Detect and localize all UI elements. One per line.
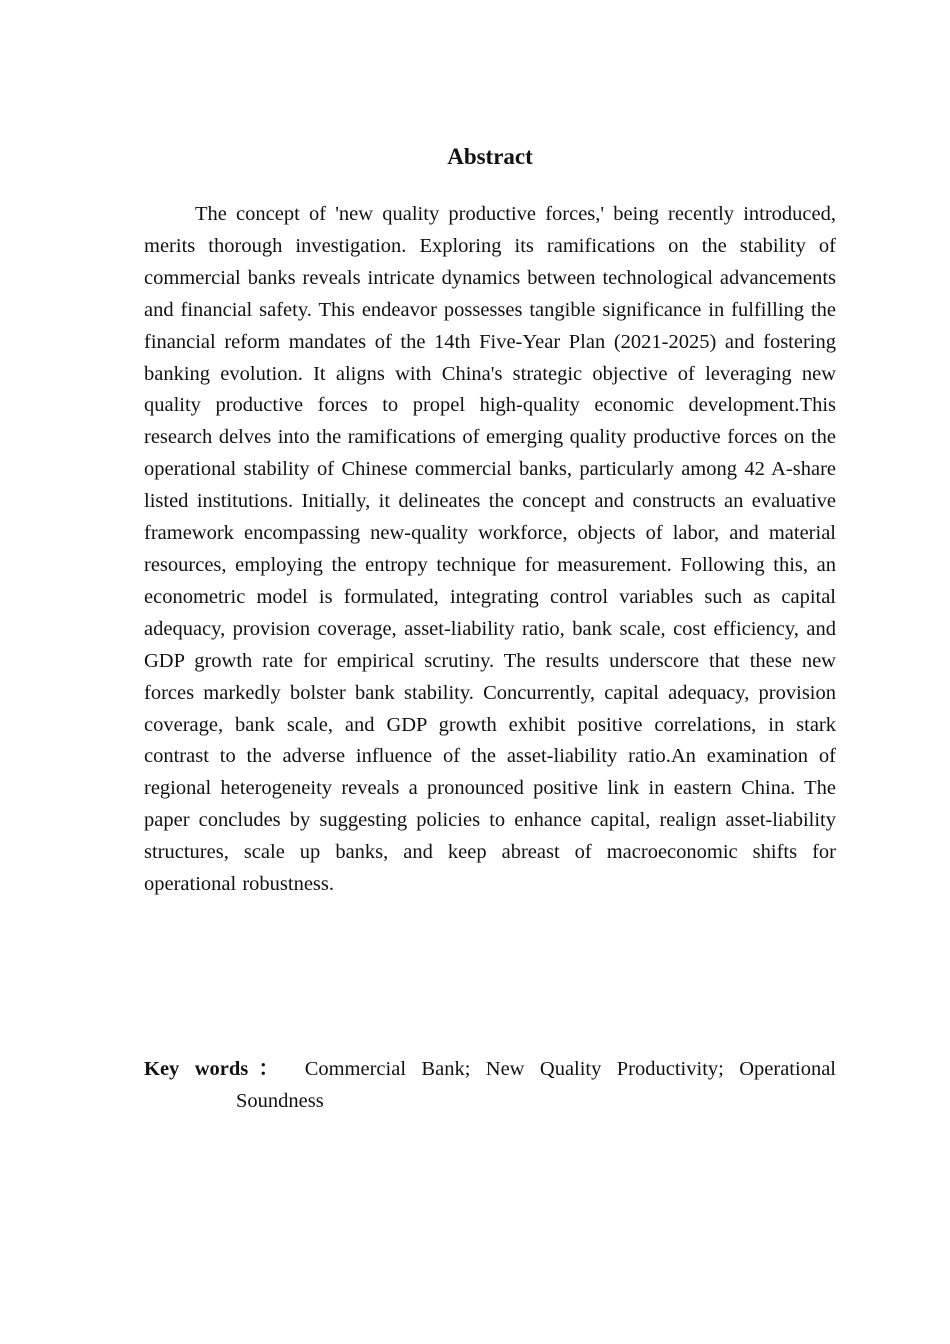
abstract-title: Abstract bbox=[447, 144, 533, 169]
keywords-line bbox=[144, 1054, 836, 1118]
abstract-body: The concept of 'new quality productive forces,' being recently introduced, merits thorough investigation. Exploring its ramifications on the stability of commercial banks reveals intricate dynamics between technological advancements and financial safety. This endeavor possesses tangible significance in fulfilling the financial reform mandates of the 14th Five-Year Plan (2021-2025) and fostering banking evolution. It aligns with China's strategic objective of leveraging new quality productive forces to propel high-quality economic development.This research delves into the ramifications of emerging quality productive forces on the operational stability of Chinese commercial banks, particularly among 42 A-share listed institutions. Initially, it delineates the concept and constructs an evaluative framework encompassing new-quality workforce, objects of labor, and material resources, employing the entropy technique for measurement. Following this, an econometric model is formulated, integrating control variables such as capital adequacy, provision coverage, asset-liability ratio, bank scale, cost efficiency, and GDP growth rate for empirical scrutiny. The results underscore that these new forces markedly bolster bank stability. Concurrently, capital adequacy, provision coverage, bank scale, and GDP growth exhibit positive correlations, in stark contrast to the adverse influence of the asset-liability ratio.An examination of regional heterogeneity reveals a pronounced positive link in eastern China. The paper concludes by suggesting policies to enhance capital, realign asset-liability structures, scale up banks, and keep abreast of macroeconomic shifts for operational robustness. bbox=[144, 203, 836, 896]
keywords-label: Key words： bbox=[144, 1058, 290, 1080]
keywords-text: Commercial Bank; New Quality Productivity; Operational Soundness bbox=[236, 1058, 836, 1112]
